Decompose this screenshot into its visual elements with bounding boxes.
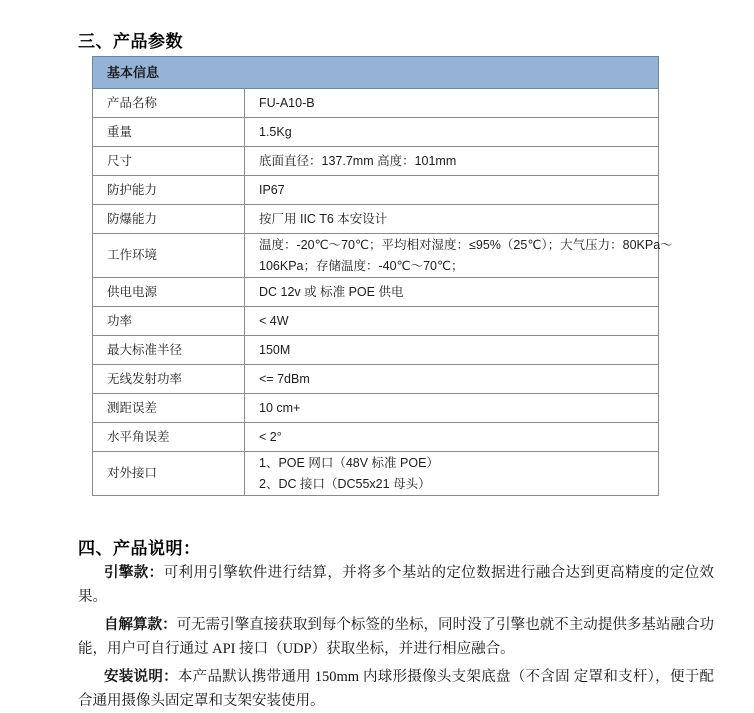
row-value-external-interface [245, 452, 659, 496]
row-label-weight: 重量 [93, 118, 245, 147]
product-spec-table [92, 56, 673, 496]
row-value-power: < 4W [245, 307, 659, 336]
paragraph-text-installation-note: 本产品默认携带通用 150mm 内球形摄像头支架底盘（不含固 定罩和支杆），便于配合通用摄像头固定罩和支架安装使用。 [78, 668, 714, 709]
paragraph-text-self-solving-model: 可无需引擎直接获取到每个标签的坐标，同时没了引擎也就不主动提供多基站融合功能，用户可自行通过 API 接口（UDP）获取坐标，并进行相应融合。 [78, 616, 714, 657]
row-label-protection: 防护能力 [93, 176, 245, 205]
row-value-product-name: FU-A10-B [245, 89, 659, 118]
row-value-ranging-error: 10 cm+ [245, 394, 659, 423]
page-title-product-parameters: 三、产品参数 [78, 32, 183, 52]
row-label-power: 功率 [93, 307, 245, 336]
table-row [93, 147, 659, 176]
row-value-explosion-proof: 按厂用 IIC T6 本安设计 [245, 205, 659, 234]
row-value-weight: 1.5Kg [245, 118, 659, 147]
row-value-dimensions: 底面直径：137.7mm 高度：101mm [245, 147, 659, 176]
working-environment-line-1: 温度：-20℃～70℃；平均相对湿度：≤95%（25℃）；大气压力：80KPa～ [259, 237, 673, 252]
paragraph-installation-note [78, 665, 714, 713]
row-label-power-supply: 供电电源 [93, 278, 245, 307]
table-row [93, 452, 659, 496]
row-label-external-interface: 对外接口 [93, 452, 245, 496]
paragraph-lead-self-solving-model: 自解算款： [104, 616, 177, 633]
row-value-power-supply: DC 12v 或 标准 POE 供电 [245, 278, 659, 307]
table-header-basic-info: 基本信息 [93, 57, 659, 89]
working-environment-line-2: 106KPa；存储温度：-40℃～70℃； [259, 258, 464, 273]
external-interface-line-2: 2、DC 接口（DC55x21 母头） [259, 476, 431, 491]
table-row [93, 234, 659, 278]
table-row [93, 89, 659, 118]
table-row [93, 307, 659, 336]
table-header-row [93, 57, 659, 89]
table-row [93, 423, 659, 452]
paragraph-engine-model [78, 561, 714, 609]
page-title-product-description: 四、产品说明： [78, 539, 201, 559]
table-row [93, 205, 659, 234]
row-value-working-environment [245, 234, 673, 278]
row-value-horizontal-angle-error: < 2° [245, 423, 659, 452]
row-label-working-environment: 工作环境 [93, 234, 245, 278]
row-label-horizontal-angle-error: 水平角误差 [93, 423, 245, 452]
row-label-tx-power: 无线发射功率 [93, 365, 245, 394]
row-value-protection: IP67 [245, 176, 659, 205]
row-label-ranging-error: 测距误差 [93, 394, 245, 423]
paragraph-text-engine-model: 可利用引擎软件进行结算，并将多个基站的定位数据进行融合达到更高精度的定位效果。 [78, 564, 715, 605]
row-label-product-name: 产品名称 [93, 89, 245, 118]
table-row [93, 278, 659, 307]
external-interface-line-1: 1、POE 网口（48V 标准 POE） [259, 455, 439, 470]
row-value-max-radius: 150M [245, 336, 659, 365]
paragraph-lead-engine-model: 引擎款： [104, 564, 164, 581]
row-value-tx-power: <= 7dBm [245, 365, 659, 394]
paragraph-self-solving-model [78, 613, 714, 661]
row-label-max-radius: 最大标准半径 [93, 336, 245, 365]
table-row [93, 394, 659, 423]
table-row [93, 176, 659, 205]
table-row [93, 365, 659, 394]
table-row [93, 118, 659, 147]
paragraph-lead-installation-note: 安装说明： [104, 668, 178, 685]
table-row [93, 336, 659, 365]
row-label-explosion-proof: 防爆能力 [93, 205, 245, 234]
row-label-dimensions: 尺寸 [93, 147, 245, 176]
